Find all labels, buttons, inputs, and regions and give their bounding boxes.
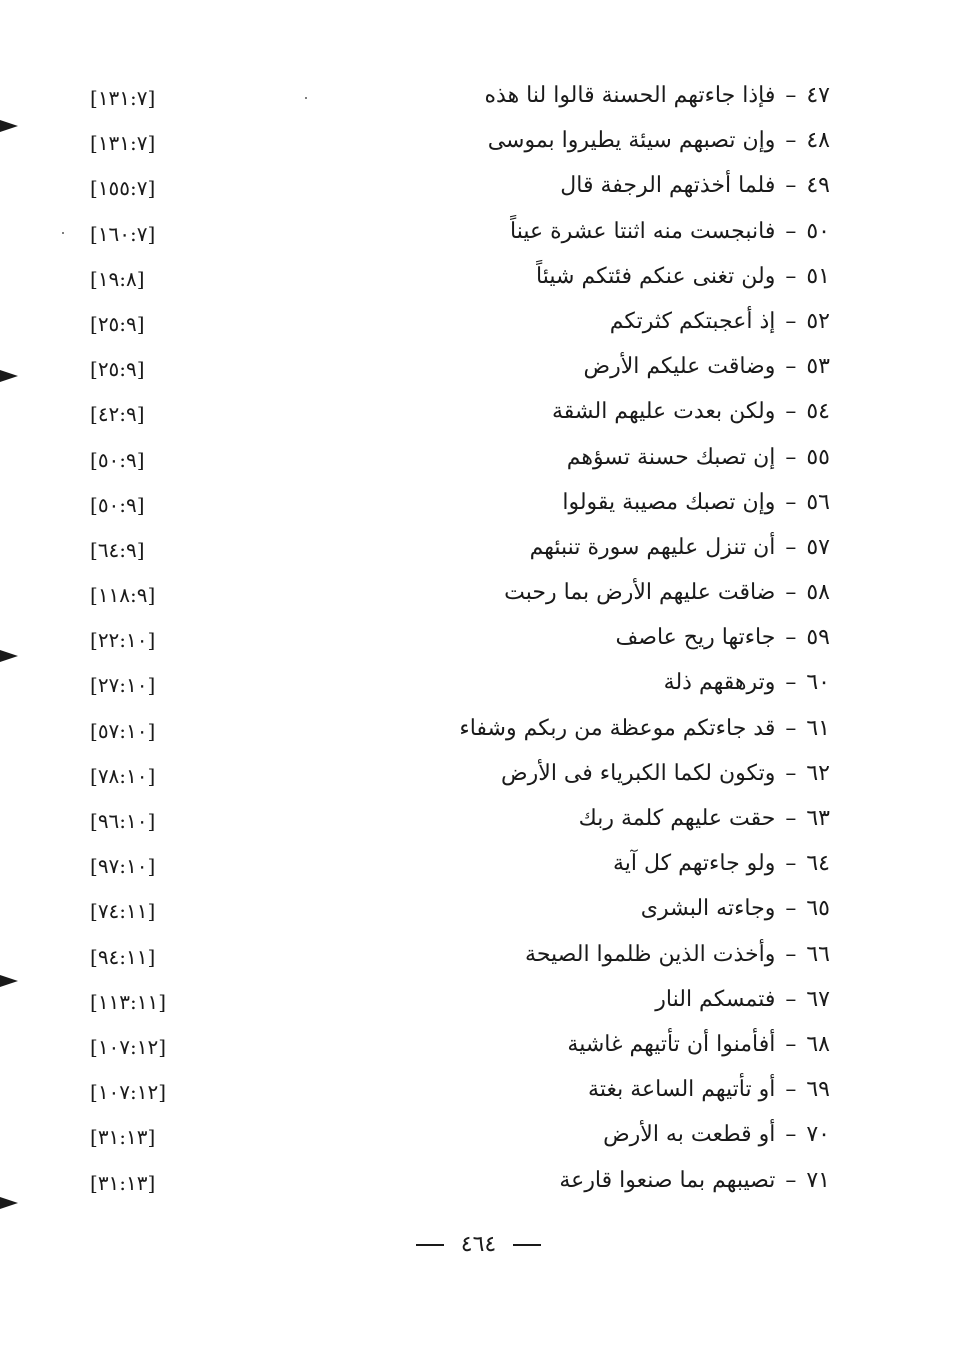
- entry-dash: –: [785, 580, 797, 606]
- entry-text: [510, 217, 830, 247]
- entry-number: ٦١: [806, 715, 830, 741]
- page-number-rule: [513, 1244, 541, 1246]
- list-item: [90, 1071, 830, 1116]
- entry-number: ٤٧: [806, 83, 830, 108]
- verse-reference: [١٥٥:٧]: [90, 176, 156, 201]
- verse-reference: [٣١:١٣]: [90, 1125, 156, 1150]
- entry-number: ٥٩: [806, 625, 830, 651]
- entry-text: [613, 849, 830, 879]
- list-item: [90, 710, 830, 755]
- list-item: [90, 755, 830, 800]
- list-item: [90, 439, 830, 484]
- entry-phrase: إن تصبك حسنة تسؤهم: [566, 444, 776, 470]
- entry-number: ٥٤: [806, 399, 830, 425]
- entry-text: [536, 262, 830, 292]
- list-item: [90, 890, 830, 935]
- list-item: [90, 258, 830, 303]
- entry-phrase: فلما أخذتهم الرجفة قال: [560, 173, 776, 199]
- page-number: [0, 1232, 957, 1257]
- entry-dash: –: [785, 308, 797, 334]
- entry-phrase: إذ أعجبتكم كثرتكم: [609, 308, 776, 334]
- entry-dash: –: [785, 715, 797, 741]
- verse-reference: [٣١:١٣]: [90, 1170, 156, 1195]
- entry-phrase: أو تأتيهم الساعة بغتة: [588, 1077, 776, 1103]
- entry-dash: –: [785, 1031, 797, 1057]
- entry-text: [485, 81, 831, 111]
- verse-reference: [٢٥:٩]: [90, 357, 145, 382]
- entry-phrase: وإن تصبك مصيبة يقولوا: [562, 489, 776, 515]
- entry-phrase: قد جاءتكم موعظة من ربكم وشفاء: [459, 715, 776, 741]
- entry-text: [579, 804, 830, 834]
- entry-number: ٦٢: [806, 760, 830, 786]
- entry-dash: –: [785, 941, 797, 967]
- entry-text: [560, 171, 830, 201]
- entry-number: ٦٩: [806, 1077, 830, 1103]
- list-item: [90, 484, 830, 529]
- entry-text: [567, 443, 830, 473]
- entry-dash: –: [785, 263, 797, 289]
- list-item: [90, 213, 830, 258]
- list-item: [90, 122, 830, 167]
- entry-dash: –: [785, 534, 797, 560]
- entry-number: ٦٤: [806, 851, 830, 877]
- page-number-text: ٤٦٤: [460, 1232, 497, 1257]
- verse-reference: [٧٨:١٠]: [90, 763, 156, 788]
- scan-margin-mark: [0, 120, 18, 132]
- verse-reference: [٩٧:١٠]: [90, 854, 156, 879]
- entry-phrase: وجاءته البشرى: [640, 896, 776, 922]
- entry-dash: –: [785, 1122, 797, 1148]
- entry-number: ٥١: [806, 263, 830, 289]
- entry-dash: –: [785, 489, 797, 515]
- list-item: [90, 619, 830, 664]
- entry-dash: –: [785, 1077, 797, 1103]
- entry-phrase: فانبجست منه اثنتا عشرة عيناً: [510, 218, 776, 244]
- verse-reference: [١٣١:٧]: [90, 131, 156, 156]
- verse-reference: [١٠٧:١٢]: [90, 1034, 167, 1059]
- entry-phrase: أفأمنوا أن تأتيهم غاشية: [567, 1031, 776, 1057]
- entry-list: [90, 77, 830, 1207]
- list-item: [90, 1026, 830, 1071]
- entry-text: [616, 623, 830, 653]
- verse-reference: [٩٦:١٠]: [90, 809, 156, 833]
- entry-phrase: فإذا جاءتهم الحسنة قالوا لنا هذه: [484, 83, 776, 108]
- entry-number: ٥٣: [806, 354, 830, 380]
- verse-reference: [٥٠:٩]: [90, 492, 145, 517]
- entry-text: [559, 1166, 830, 1196]
- list-item: [90, 981, 830, 1026]
- scan-margin-mark: [0, 975, 18, 987]
- list-item: [90, 167, 830, 212]
- entry-text: [641, 894, 830, 924]
- entry-dash: –: [785, 83, 797, 108]
- entry-dash: –: [785, 354, 797, 380]
- verse-reference: [١٩:٨]: [90, 266, 145, 291]
- list-item: [90, 845, 830, 890]
- entry-number: ٥٨: [806, 580, 830, 606]
- entry-dash: –: [785, 986, 797, 1012]
- verse-reference: [١٠٧:١٢]: [90, 1080, 167, 1105]
- verse-reference: [٥٠:٩]: [90, 447, 145, 472]
- verse-reference: [٥٧:١٠]: [90, 718, 156, 743]
- entry-text: [501, 759, 830, 789]
- entry-dash: –: [785, 760, 797, 786]
- entry-text: [552, 397, 830, 427]
- scan-margin-mark: [0, 370, 18, 382]
- list-item: [90, 574, 830, 619]
- entry-dash: –: [785, 806, 797, 831]
- entry-phrase: وترهقهم ذلة: [663, 670, 776, 696]
- list-item: [90, 800, 830, 845]
- entry-phrase: فتمسكم النار: [655, 986, 776, 1012]
- list-item: [90, 936, 830, 981]
- verse-reference: [٩٤:١١]: [90, 944, 156, 969]
- verse-reference: [١١٨:٩]: [90, 583, 156, 608]
- entry-phrase: ولن تغنى عنكم فئتكم شيئاً: [536, 263, 776, 289]
- verse-reference: [٦٤:٩]: [90, 537, 145, 562]
- entry-number: ٦٧: [806, 986, 830, 1012]
- entry-number: ٤٨: [806, 128, 830, 154]
- entry-phrase: جاءتها ريح عاصف: [615, 625, 776, 651]
- verse-reference: [٧٤:١١]: [90, 899, 156, 924]
- entry-number: ٥٥: [806, 444, 830, 470]
- entry-number: ٥٧: [806, 534, 830, 560]
- entry-dash: –: [785, 625, 797, 651]
- list-item: [90, 664, 830, 709]
- entry-text: [525, 940, 830, 970]
- entry-number: ٥٢: [806, 308, 830, 334]
- list-item: [90, 1116, 830, 1161]
- entry-text: [488, 126, 830, 156]
- entry-phrase: ضاقت عليهم الأرض بما رحبت: [504, 580, 776, 606]
- entry-text: [530, 533, 830, 563]
- entry-text: [655, 985, 830, 1015]
- list-item: [90, 303, 830, 348]
- entry-text: [562, 488, 830, 518]
- entry-number: ٥٠: [806, 218, 830, 244]
- entry-dash: –: [785, 218, 797, 244]
- entry-dash: –: [785, 670, 797, 696]
- entry-phrase: وإن تصبهم سيئة يطيروا بموسى: [487, 128, 776, 154]
- list-item: [90, 348, 830, 393]
- verse-reference: [١٣١:٧]: [90, 86, 156, 110]
- entry-number: ٦٠: [806, 670, 830, 696]
- entry-phrase: ولكن بعدت عليهم الشقة: [551, 399, 776, 425]
- entry-number: ٥٦: [806, 489, 830, 515]
- scan-margin-mark: [0, 650, 18, 662]
- entry-number: ٧٠: [806, 1122, 830, 1148]
- entry-dash: –: [785, 444, 797, 470]
- entry-phrase: أو قطعت به الأرض: [603, 1122, 776, 1148]
- entry-number: ٤٩: [806, 173, 830, 199]
- list-item: [90, 1162, 830, 1207]
- entry-text: [603, 1120, 830, 1150]
- entry-number: ٦٨: [806, 1031, 830, 1057]
- list-item: [90, 529, 830, 574]
- list-item: [90, 77, 830, 122]
- scan-speck: [62, 232, 64, 234]
- entry-text: [664, 668, 830, 698]
- entry-phrase: تصيبهم بما صنعوا قارعة: [559, 1167, 776, 1193]
- verse-reference: [٢٧:١٠]: [90, 673, 156, 698]
- entry-phrase: حقت عليهم كلمة ربك: [578, 806, 776, 831]
- entry-number: ٦٦: [806, 941, 830, 967]
- list-item: [90, 393, 830, 438]
- scan-margin-mark: [0, 1197, 18, 1209]
- entry-phrase: أن تنزل عليهم سورة تنبئهم: [529, 534, 776, 560]
- verse-reference: [١٦٠:٧]: [90, 221, 156, 246]
- entry-text: [610, 307, 830, 337]
- entry-phrase: ولو جاءتهم كل آية: [612, 851, 776, 877]
- entry-dash: –: [785, 173, 797, 199]
- entry-dash: –: [785, 851, 797, 877]
- entry-text: [567, 1030, 830, 1060]
- entry-text: [459, 714, 830, 744]
- entry-phrase: وتكون لكما الكبرياء فى الأرض: [501, 760, 776, 786]
- verse-reference: [٢٢:١٠]: [90, 628, 156, 653]
- verse-reference: [٢٥:٩]: [90, 311, 145, 336]
- verse-reference: [٤٢:٩]: [90, 402, 145, 427]
- verse-reference: [١١٣:١١]: [90, 989, 167, 1014]
- entry-text: [588, 1075, 830, 1105]
- entry-text: [504, 578, 830, 608]
- entry-number: ٧١: [806, 1167, 830, 1193]
- entry-dash: –: [785, 896, 797, 922]
- entry-number: ٦٣: [806, 806, 830, 831]
- entry-number: ٦٥: [806, 896, 830, 922]
- entry-phrase: وأخذت الذين ظلموا الصيحة: [525, 941, 776, 967]
- entry-dash: –: [785, 399, 797, 425]
- entry-dash: –: [785, 1167, 797, 1193]
- entry-text: [584, 352, 830, 382]
- entry-phrase: وضاقت عليكم الأرض: [583, 354, 776, 380]
- page-number-rule: [416, 1244, 444, 1246]
- entry-dash: –: [785, 128, 797, 154]
